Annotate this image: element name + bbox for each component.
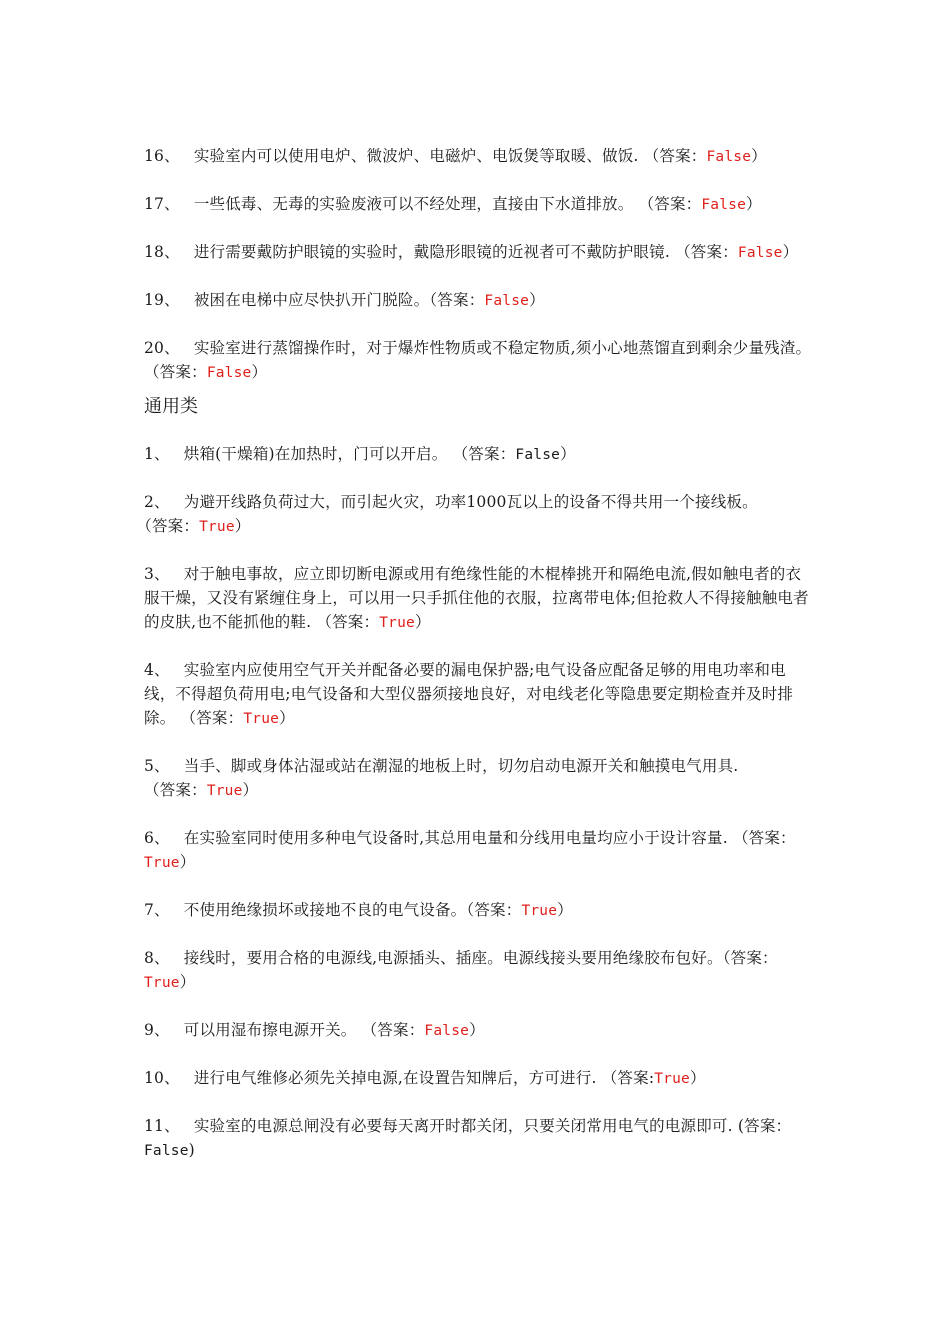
question-item-7 — [144, 898, 812, 923]
answer-prefix: （答案: — [601, 1069, 655, 1087]
answer-suffix: ） — [746, 195, 762, 213]
answer-value: False — [701, 197, 747, 213]
question-text: 进行需要戴防护眼镜的实验时，戴隐形眼镜的近视者可不戴防护眼镜. — [193, 243, 676, 261]
question-number: 3、 — [144, 565, 170, 583]
answer-suffix: ） — [179, 973, 196, 991]
answer-value: True — [654, 1071, 690, 1087]
answer-prefix: （答案： — [643, 147, 707, 165]
question-number: 1、 — [144, 445, 170, 463]
answer-suffix: ) — [188, 1141, 195, 1159]
answer-value: False — [515, 447, 561, 463]
answer-suffix: ） — [414, 613, 431, 631]
question-text: 接线时，要用合格的电源线,电源插头、插座。电源线接头要用绝缘胶布包好。 — [183, 949, 723, 967]
question-text: 一些低毒、无毒的实验废液可以不经处理，直接由下水道排放。 — [193, 195, 639, 213]
question-text: 当手、脚或身体沾湿或站在潮湿的地板上时，切勿启动电源开关和触摸电气用具. — [183, 757, 739, 775]
question-number: 7、 — [144, 901, 170, 919]
question-number: 20、 — [144, 339, 180, 357]
question-text: 在实验室同时使用多种电气设备时,其总用电量和分线用电量均应小于设计容量. — [183, 829, 733, 847]
question-number: 4、 — [144, 661, 170, 679]
question-text: 可以用湿布擦电源开关。 — [183, 1021, 362, 1039]
question-number: 9、 — [144, 1021, 170, 1039]
answer-prefix: （答案： — [675, 243, 738, 261]
answer-value: False — [737, 245, 783, 261]
question-item-8 — [144, 946, 812, 995]
answer-suffix: ） — [782, 243, 799, 261]
document-page — [144, 144, 812, 1186]
answer-prefix: (答案： — [737, 1117, 792, 1135]
question-text: 被困在电梯中应尽快扒开门脱险。 — [193, 291, 430, 309]
answer-prefix: （答案： — [722, 949, 778, 967]
answer-value: False — [144, 1143, 189, 1159]
answer-suffix: ） — [751, 147, 767, 165]
answer-suffix: ） — [279, 709, 295, 727]
answer-prefix: （答案： — [452, 445, 516, 463]
question-text: 实验室内应使用空气开关并配备必要的漏电保护器;电气设备应配备足够的用电功率和电线，不得超负荷用电;电气设备和大型仪器须接地良好，对电线老化等隐患要定期检查并及时排除。 — [144, 661, 794, 727]
question-item-9 — [144, 1018, 812, 1043]
answer-suffix: ） — [529, 291, 545, 309]
question-number: 16、 — [144, 147, 180, 165]
question-number: 10、 — [144, 1069, 180, 1087]
question-item-6 — [144, 826, 812, 875]
answer-value: True — [144, 855, 180, 871]
question-number: 18、 — [144, 243, 180, 261]
question-item-17 — [144, 192, 812, 217]
question-item-20 — [144, 336, 812, 385]
answer-value: False — [206, 365, 252, 381]
answer-value: False — [484, 293, 530, 309]
answer-suffix: ） — [251, 363, 268, 381]
question-text: 为避开线路负荷过大，而引起火灾，功率1000瓦以上的设备不得共用一个接线板。 — [183, 493, 758, 511]
section-heading: 通用类 — [144, 396, 198, 417]
question-item-16 — [144, 144, 812, 169]
answer-value: True — [379, 615, 415, 631]
answer-suffix: ） — [689, 1069, 706, 1087]
answer-prefix: （答案： — [429, 291, 485, 309]
question-item-11 — [144, 1114, 812, 1163]
answer-value: True — [243, 711, 280, 727]
question-number: 8、 — [144, 949, 170, 967]
question-item-5 — [144, 754, 812, 803]
answer-suffix: ） — [234, 517, 251, 535]
question-text: 进行电气维修必须先关掉电源,在设置告知牌后，方可进行. — [193, 1069, 602, 1087]
question-text: 实验室进行蒸馏操作时，对于爆炸性物质或不稳定物质,须小心地蒸馏直到剩余少量残渣。 — [193, 339, 812, 357]
answer-value: False — [706, 149, 752, 165]
answer-suffix: ） — [557, 901, 573, 919]
question-item-2 — [144, 490, 812, 539]
question-item-18 — [144, 240, 812, 265]
answer-prefix: （答案： — [466, 901, 522, 919]
answer-prefix: （答案： — [180, 709, 244, 727]
answer-prefix: （答案： — [638, 195, 702, 213]
question-text: 烘箱(干燥箱)在加热时，门可以开启。 — [183, 445, 453, 463]
question-number: 5、 — [144, 757, 170, 775]
answer-suffix: ） — [560, 445, 576, 463]
question-number: 11、 — [144, 1117, 180, 1135]
question-item-3 — [144, 562, 812, 635]
question-item-4 — [144, 658, 812, 731]
answer-suffix: ） — [469, 1021, 485, 1039]
answer-suffix: ） — [242, 781, 259, 799]
answer-value: True — [521, 903, 558, 919]
answer-value: True — [144, 975, 180, 991]
answer-prefix: （答案： — [732, 829, 796, 847]
question-item-1 — [144, 442, 812, 467]
question-text: 实验室内可以使用电炉、微波炉、电磁炉、电饭煲等取暖、做饭. — [193, 147, 644, 165]
answer-value: False — [424, 1023, 470, 1039]
question-text: 不使用绝缘损坏或接地不良的电气设备。 — [183, 901, 467, 919]
question-item-10 — [144, 1066, 812, 1091]
question-item-19 — [144, 288, 812, 313]
answer-prefix: （答案： — [144, 363, 207, 381]
answer-prefix: （答案： — [316, 613, 380, 631]
question-number: 2、 — [144, 493, 170, 511]
question-text: 对于触电事故，应立即切断电源或用有绝缘性能的木棍棒挑开和隔绝电流,假如触电者的衣服干燥，又没有紧缠住身上，可以用一只手抓住他的衣服，拉离带电体;但抢救人不得接触触电者的皮肤,也不能抓他的鞋. — [144, 565, 809, 631]
answer-suffix: ） — [179, 853, 196, 871]
answer-value: True — [199, 519, 235, 535]
question-number: 19、 — [144, 291, 180, 309]
question-number: 6、 — [144, 829, 170, 847]
answer-prefix: （答案： — [144, 781, 207, 799]
answer-prefix: （答案： — [361, 1021, 425, 1039]
answer-prefix: （答案： — [144, 517, 200, 535]
answer-value: True — [206, 783, 243, 799]
question-text: 实验室的电源总闸没有必要每天离开时都关闭，只要关闭常用电气的电源即可. — [193, 1117, 738, 1135]
question-number: 17、 — [144, 195, 180, 213]
